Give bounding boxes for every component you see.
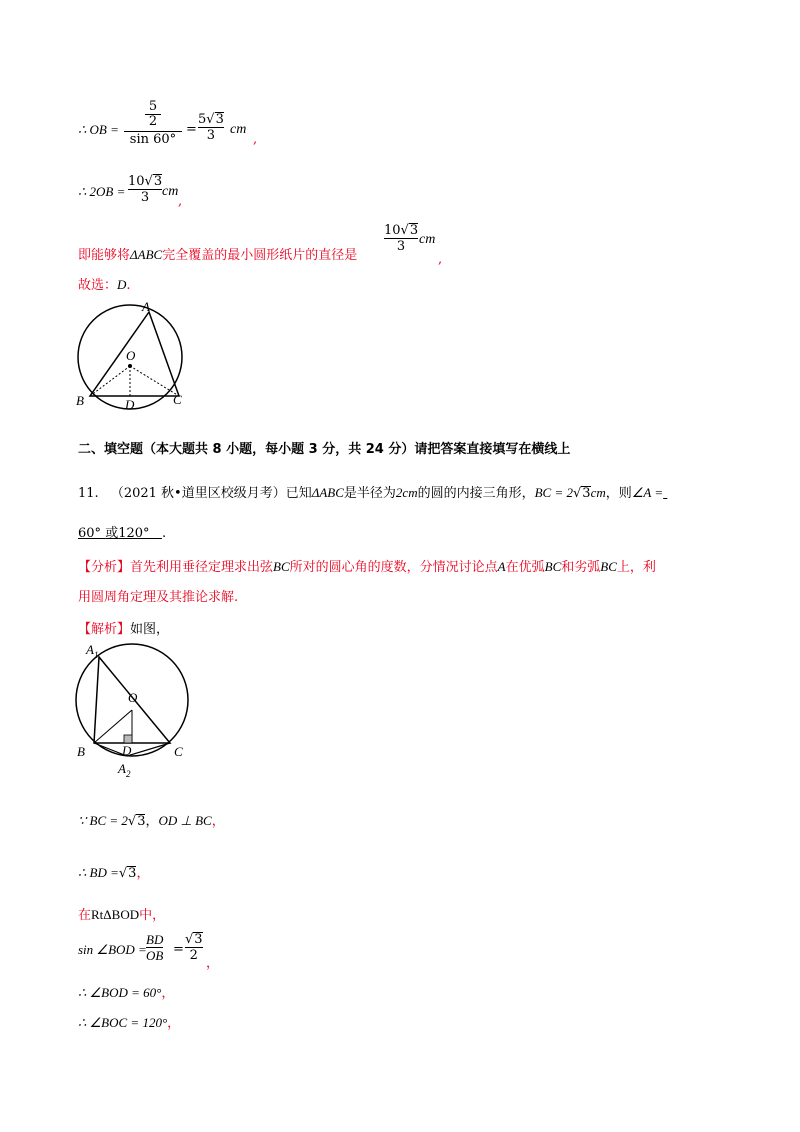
label-a2 <box>117 761 131 779</box>
center-point <box>128 364 132 368</box>
conclusion-unit: cm <box>419 232 436 247</box>
q11-answer <box>78 526 162 541</box>
analysis-text-d: 和劣弧 <box>561 560 601 575</box>
section-title: 二、填空题（本大题共 8 小题，每小题 3 分，共 24 分）请把答案直接填写在横线上 <box>78 442 571 457</box>
choose-answer: D <box>117 277 127 292</box>
q11-triangle: ΔABC <box>311 485 344 500</box>
q11-number: 11. <box>78 486 99 501</box>
q11-period: . <box>161 526 167 541</box>
segment-ob <box>90 366 130 396</box>
figure-circle-abc <box>72 300 202 412</box>
2ob-den: 3 <box>128 189 162 205</box>
figure-circle-a1a2 <box>72 640 202 780</box>
2ob-coef: 10 <box>128 174 145 189</box>
conclusion-line <box>78 244 357 263</box>
analysis-bc-2: BC <box>544 559 562 574</box>
q11-answer-a: 60° <box>78 526 102 541</box>
step2-radicand: 3 <box>128 866 137 881</box>
q11-radius: 2cm <box>395 485 418 500</box>
label-a1-sub: 1 <box>93 650 99 660</box>
step4-equals: = <box>173 942 184 957</box>
label-a2-letter: A <box>118 761 126 776</box>
ob-numerator-bottom: 2 <box>148 114 158 129</box>
conclusion-coef: 10 <box>384 223 401 238</box>
step4-frac-root3-2: √3 2 <box>185 932 203 963</box>
label-a2-sub: 2 <box>125 769 131 779</box>
ob-equals: = <box>186 122 197 137</box>
right-angle-mark <box>124 735 132 743</box>
q11-text-d: ，则 <box>605 486 632 501</box>
choose-period: . <box>126 278 131 293</box>
q11-bc-radicand: 3 <box>582 486 591 501</box>
analysis-line-1 <box>78 556 656 575</box>
step2-comma: ， <box>136 866 150 881</box>
step1-od-perp: OD ⊥ BC <box>158 813 212 828</box>
analysis-tag: 【分析】 <box>78 560 131 575</box>
ob-result-coef: 5 <box>198 112 207 127</box>
step3-in: 在 <box>78 908 92 923</box>
q11-text-b: 是半径为 <box>343 486 396 501</box>
step2-bd: ∴ BD = <box>78 865 119 880</box>
ob-comma: , <box>253 132 258 147</box>
step-2: ∴ BD =√3， <box>78 865 150 881</box>
label-a1-letter: A <box>86 642 94 657</box>
q11-bc-unit: cm <box>590 485 606 500</box>
analysis-text-b: 所对的圆心角的度数，分情况讨论点 <box>289 560 498 575</box>
step1-sep: ， <box>145 814 159 829</box>
solution-tag: 【解析】 <box>78 622 131 637</box>
step3-zhong: 中， <box>139 908 166 923</box>
step4-num: BD <box>146 932 164 947</box>
step4-frac-bd-ob <box>146 932 163 963</box>
solution-line <box>78 618 169 637</box>
step4-den2: 2 <box>185 947 203 963</box>
step1-bc: ∵ BC = 2 <box>78 813 128 828</box>
conclusion-fraction: 10√3 3 <box>384 223 419 254</box>
2ob-comma: , <box>178 194 183 209</box>
q11-answer-line <box>78 522 166 541</box>
analysis-bc-1: BC <box>273 559 290 574</box>
conclusion-den: 3 <box>384 238 418 254</box>
2ob-lhs: ∴ 2OB = <box>78 184 126 199</box>
step1-radicand: 3 <box>137 814 146 829</box>
ob-numerator-top: 5 <box>148 99 158 114</box>
step-6 <box>78 1012 180 1031</box>
conclusion-comma: , <box>438 252 443 267</box>
label-a1 <box>85 642 98 660</box>
analysis-line-2: 用圆周角定理及其推论求解. <box>78 590 239 605</box>
ob-result-radicand: 3 <box>215 112 224 127</box>
analysis-text-c: 在优弧 <box>505 560 545 575</box>
conclusion-radicand: 3 <box>409 223 419 238</box>
label-c: C <box>173 392 182 407</box>
label-b: B <box>76 393 84 408</box>
conclusion-text-a: 即能够将 <box>78 248 131 263</box>
label-c: C <box>174 744 183 759</box>
ob-unit: cm <box>230 122 247 137</box>
step-5 <box>78 982 174 1001</box>
step6-text: ∴ ∠BOC = 120° <box>78 1015 168 1030</box>
step6-comma: ， <box>167 1016 181 1031</box>
2ob-unit: cm <box>162 184 179 199</box>
analysis-text-e: 上，利 <box>616 560 656 575</box>
analysis-text-a: 首先利用垂径定理求出弦 <box>130 560 274 575</box>
step-3 <box>78 904 165 923</box>
question-11: 11. （2021 秋•道里区校级月考）已知ΔABC是半径为2cm的圆的内接三角形，BC = 2√3cm，则∠A = <box>78 485 664 501</box>
label-o: O <box>126 348 136 363</box>
choose-line <box>78 274 131 293</box>
q11-text-c: 的圆的内接三角形， <box>417 486 535 501</box>
step4-radicand: 3 <box>194 932 203 947</box>
2ob-fraction: 10√3 3 <box>128 174 163 205</box>
step4-den: OB <box>146 948 164 963</box>
step3-rt-triangle: RtΔBOD <box>91 907 140 922</box>
ob-result-fraction: 5√3 3 <box>198 112 224 143</box>
label-a: A <box>142 300 150 314</box>
q11-bc-lhs: BC = 2 <box>534 485 573 500</box>
ob-denominator: sin 60° <box>129 132 177 147</box>
label-d: D <box>122 743 132 758</box>
choose-label: 故选： <box>78 278 118 293</box>
q11-answer-or: 或 <box>105 526 119 541</box>
q11-angle: ∠A = <box>631 485 664 500</box>
conclusion-text-b: 完全覆盖的最小圆形纸片的直径是 <box>162 248 358 263</box>
label-d: D <box>125 397 135 412</box>
ob-lhs: ∴ OB = <box>78 122 119 137</box>
q11-answer-b: 120° <box>118 526 150 541</box>
q11-source: （2021 秋•道里区校级月考）已知 <box>110 486 312 501</box>
step4-comma: ， <box>206 956 220 971</box>
solution-text: 如图， <box>130 622 170 637</box>
step4-lhs: sin ∠BOD = <box>78 942 147 957</box>
analysis-point-a: A <box>497 559 506 574</box>
step5-comma: ， <box>161 986 175 1001</box>
label-b: B <box>77 744 85 759</box>
2ob-radicand: 3 <box>153 174 163 189</box>
ob-complex-fraction <box>123 100 183 148</box>
conclusion-triangle: ΔABC <box>130 247 163 262</box>
step-1: ∵ BC = 2√3，OD ⊥ BC， <box>78 813 225 829</box>
step1-comma: ， <box>211 814 225 829</box>
segment-oc <box>130 366 179 396</box>
analysis-bc-3: BC <box>600 559 617 574</box>
ob-result-den: 3 <box>198 127 224 143</box>
step5-text: ∴ ∠BOD = 60° <box>78 985 162 1000</box>
label-o: O <box>128 690 138 705</box>
